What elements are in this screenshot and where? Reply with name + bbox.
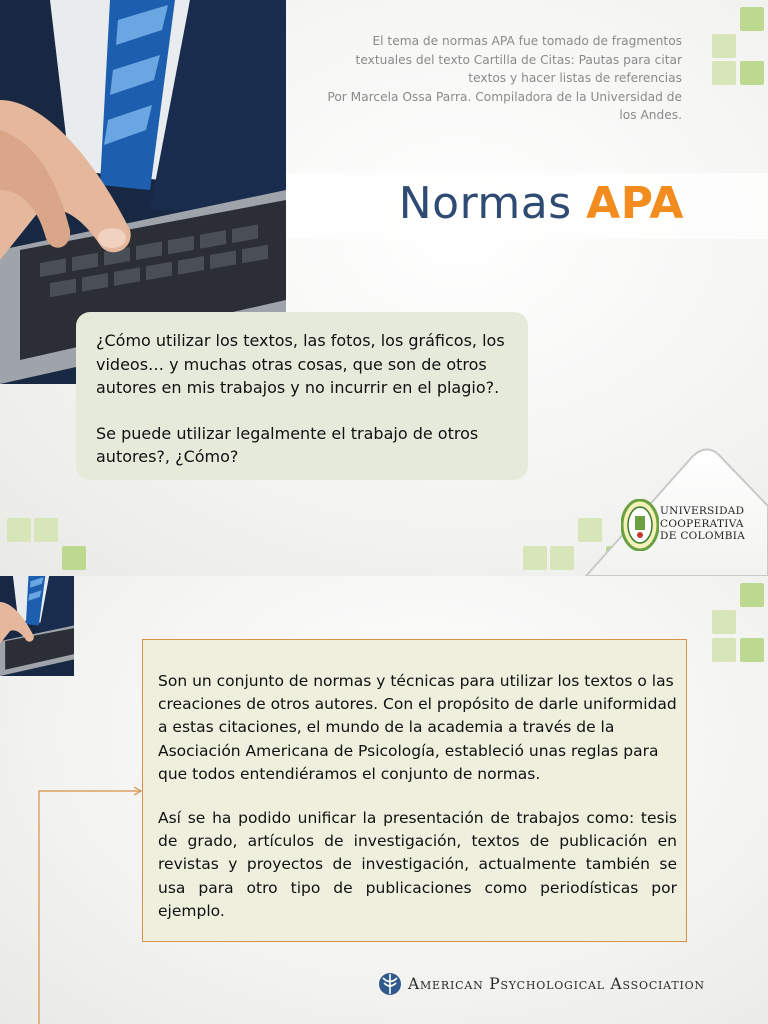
credit-line: textos y hacer listas de referencias [468,71,682,85]
apa-logo [378,968,705,1000]
title-accent: APA [586,178,684,229]
decor-square [740,61,764,85]
decor-square [712,61,736,85]
credit-line: textuales del texto Cartilla de Citas: Pautas para citar [355,52,682,67]
decor-square [712,610,736,634]
apa-name: American Psychological Association [408,975,705,993]
title-main: Normas [398,178,572,229]
question-box [76,312,528,480]
university-line: COOPERATIVA [660,517,744,530]
source-credit [302,32,682,125]
laptop-typing-thumbnail [0,576,74,676]
decor-square [740,583,764,607]
university-name [660,505,745,543]
decor-square [7,518,31,542]
question-paragraph: Se puede utilizar legalmente el trabajo de otros autores?, ¿Cómo? [96,423,479,466]
page-title [399,176,684,232]
definition-box [142,639,687,942]
apa-logo-icon [378,971,402,997]
decor-square [523,546,547,570]
university-line: UNIVERSIDAD [660,505,745,517]
university-seal-icon [621,499,659,551]
definition-paragraph: Así se ha podido unificar la presentación de trabajos como: tesis de grado, artículos de investigación, textos de publicación en revistas y proyectos de investigación, actualmente también se usa para otro tipo de publicaciones como periodísticas por ejemplo. [158,809,677,920]
credit-line: los Andes. [619,108,682,122]
decor-square [712,638,736,662]
decor-square [62,546,86,570]
credit-line: Por Marcela Ossa Parra. Compiladora de la Universidad de [327,89,682,104]
definition-paragraph: Son un conjunto de normas y técnicas para utilizar los textos o las creaciones de otros autores. Con el propósito de darle uniformidad a estas citaciones, el mundo de la academia a través de la Asociación Americana de Psicología, estableció unas reglas para que todos entendiéramos el conjunto de normas. [158,672,677,783]
decor-square [34,518,58,542]
decor-square [740,7,764,31]
decor-square [712,34,736,58]
decor-square [550,546,574,570]
decor-square [740,638,764,662]
university-line: DE COLOMBIA [660,530,746,542]
question-paragraph: ¿Cómo utilizar los textos, las fotos, los gráficos, los videos… y muchas otras cosas, que son de otros autores en mis trabajos y no incurrir en el plagio?. [96,331,505,397]
credit-line: El tema de normas APA fue tomado de fragmentos [372,34,682,48]
